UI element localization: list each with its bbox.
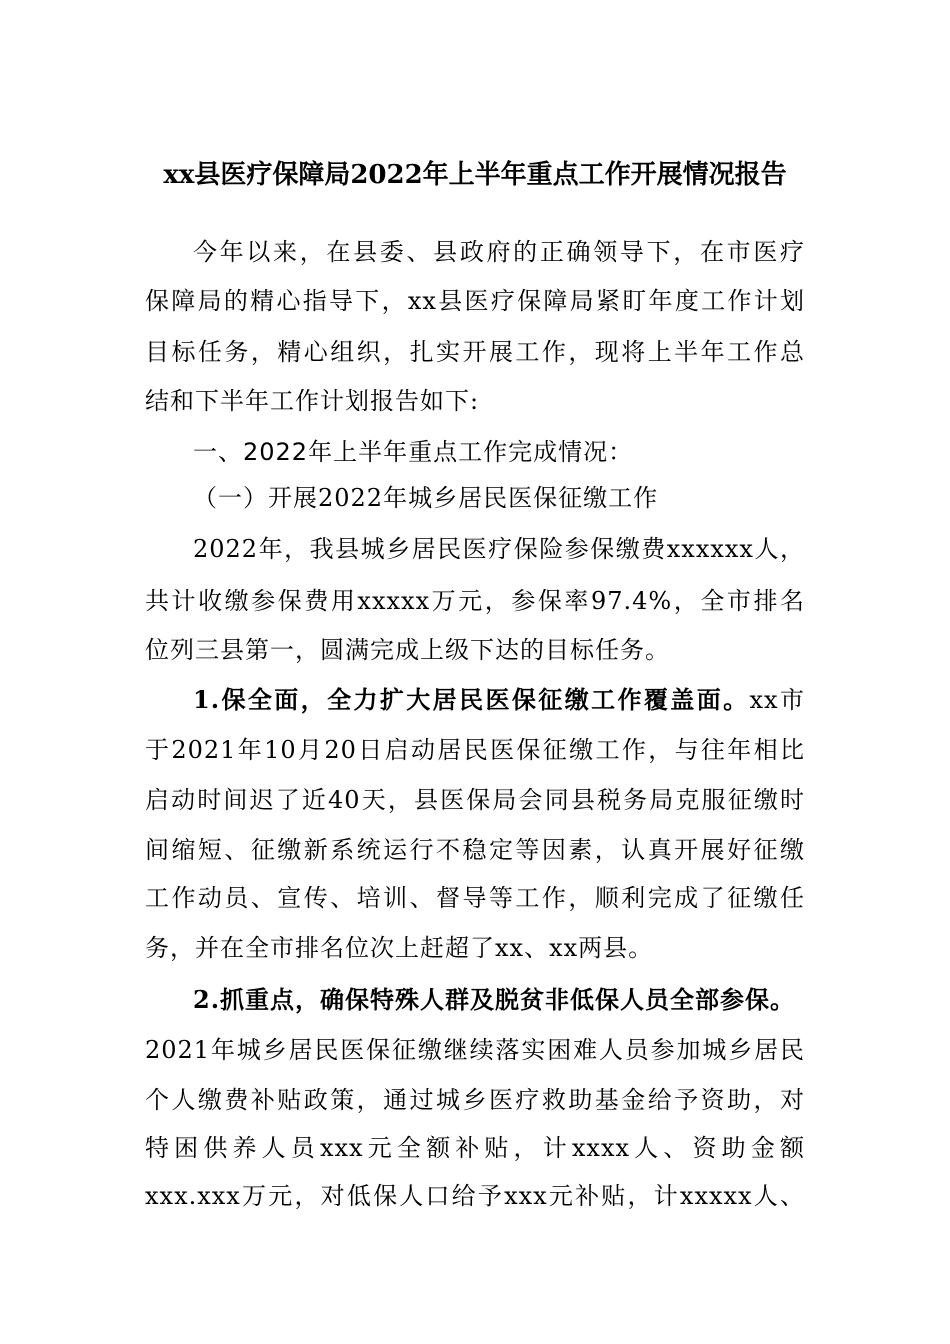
paragraph-line: 个人缴费补贴政策，通过城乡医疗救助基金给予资助，对 bbox=[145, 1086, 805, 1114]
paragraph-line: 特困供养人员xxx元全额补贴，计xxxx人、资助金额 bbox=[145, 1134, 805, 1162]
paragraph-line: 间缩短、征缴新系统运行不稳定等因素，认真开展好征缴 bbox=[145, 836, 805, 864]
paragraph-line: 位列三县第一，圆满完成上级下达的目标任务。 bbox=[145, 636, 670, 664]
item2-heading: 2.抓重点，确保特殊人群及脱贫非低保人员全部参保。 bbox=[193, 985, 796, 1014]
paragraph-line: 于2021年10月20日启动居民医保征缴工作，与往年相比 bbox=[145, 736, 805, 764]
document-title: xx县医疗保障局2022年上半年重点工作开展情况报告 bbox=[163, 160, 787, 190]
paragraph-line: 启动时间迟了近40天，县医保局会同县税务局克服征缴时 bbox=[145, 786, 805, 814]
item1-text: xx市 bbox=[749, 686, 805, 714]
paragraph-line: 2021年城乡居民医保征缴继续落实困难人员参加城乡居民 bbox=[145, 1036, 805, 1064]
item1-heading: 1.保全面，全力扩大居民医保征缴工作覆盖面。 bbox=[193, 685, 750, 714]
paragraph-line: 2022年，我县城乡居民医疗保险参保缴费xxxxxx人， bbox=[193, 535, 805, 563]
paragraph-line: 工作动员、宣传、培训、督导等工作，顺利完成了征缴任 bbox=[145, 884, 805, 912]
paragraph-line: xxx.xxx万元，对低保人口给予xxx元补贴，计xxxxx人、 bbox=[145, 1182, 805, 1210]
intro-line: 结和下半年工作计划报告如下: bbox=[145, 387, 480, 415]
paragraph-line: 务，并在全市排名位次上赶超了xx、xx两县。 bbox=[145, 934, 654, 962]
section-heading: 一、2022年上半年重点工作完成情况： bbox=[193, 438, 634, 466]
intro-line: 保障局的精心指导下，xx县医疗保障局紧盯年度工作计划 bbox=[145, 287, 805, 315]
intro-line: 目标任务，精心组织，扎实开展工作，现将上半年工作总 bbox=[145, 338, 805, 366]
intro-line: 今年以来，在县委、县政府的正确领导下，在市医疗 bbox=[193, 238, 805, 266]
item1-first-line bbox=[193, 685, 805, 715]
paragraph-line: 共计收缴参保费用xxxxx万元，参保率97.4%，全市排名 bbox=[145, 587, 805, 615]
subsection-heading: （一）开展2022年城乡居民医保征缴工作 bbox=[193, 484, 659, 512]
